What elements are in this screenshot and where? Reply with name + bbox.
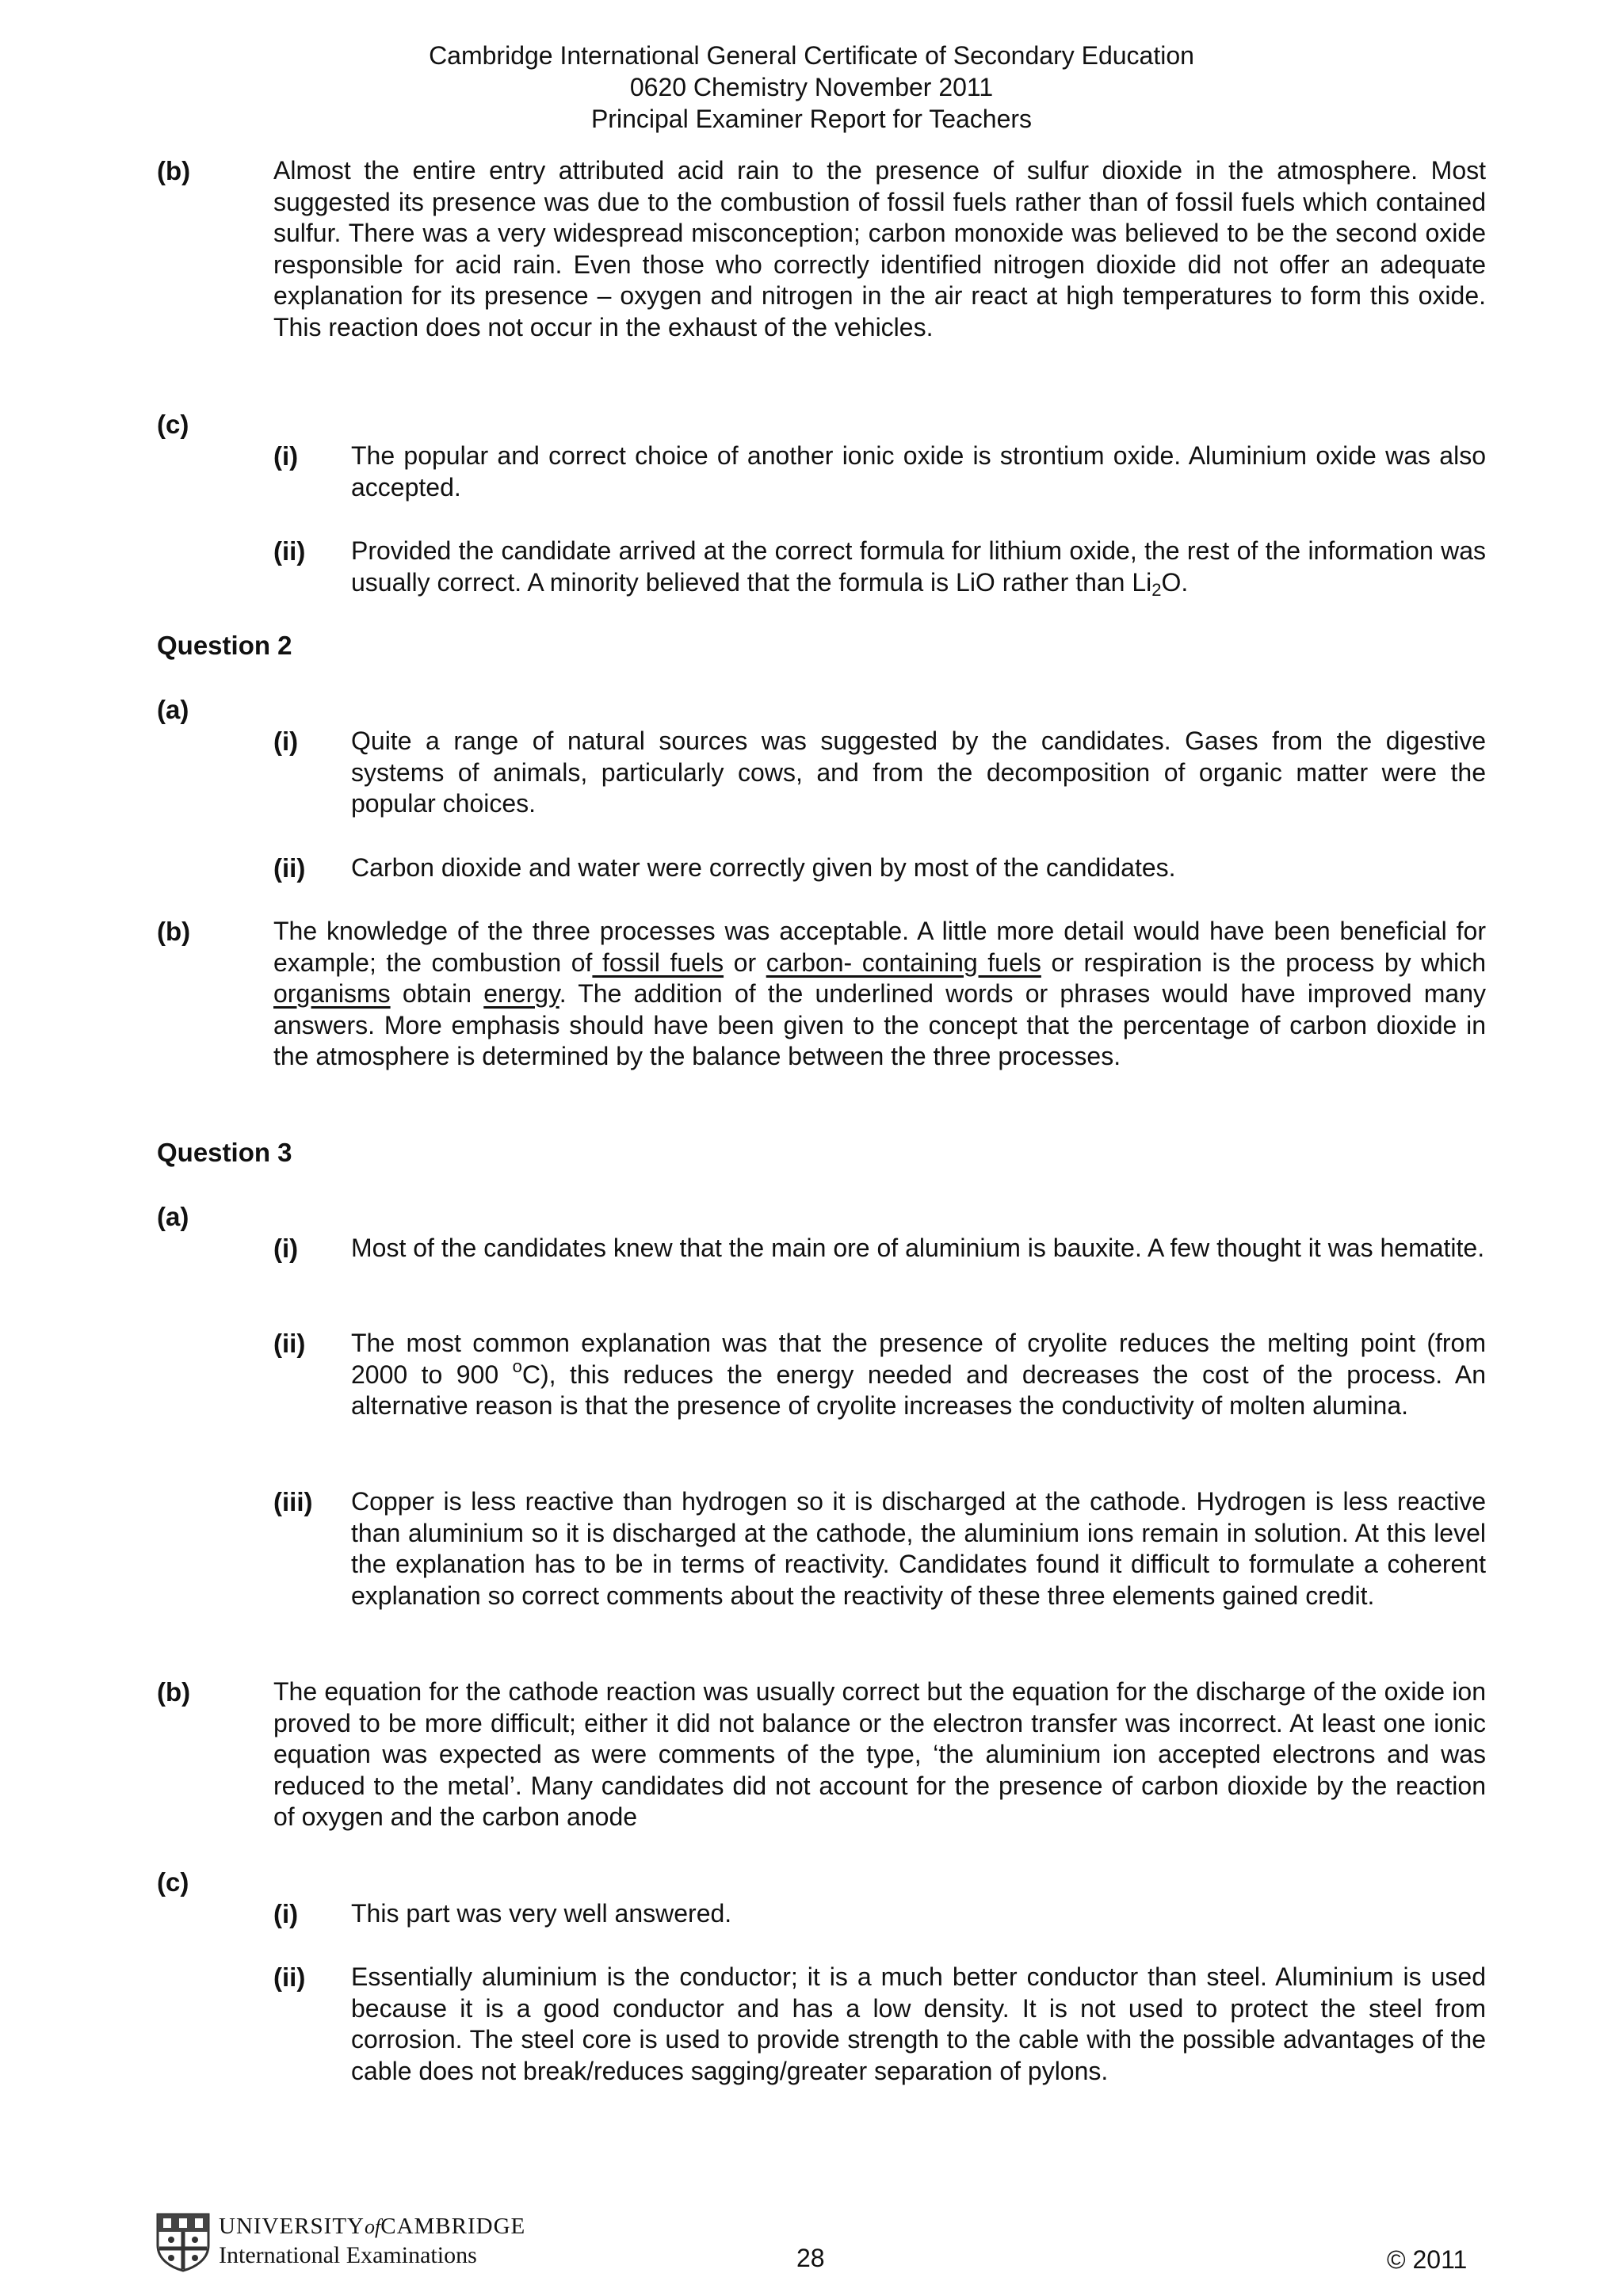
q3-b-text: The equation for the cathode reaction was usually correct but the equation for the discharge of the oxide ion proved to be more difficult; either it did not balance or the electron transfer was incorrect. At least one ionic equation was expected as were comments of the type, ‘the aluminium ion accepted electrons and was reduced to the metal’. Many candidates did not account for the presence of carbon dioxide by the reaction of oxygen and the carbon anode: [273, 1677, 1486, 1831]
q2-a-ii-label: (ii): [273, 853, 306, 883]
page-header: [0, 40, 1623, 135]
question-2-heading: Question 2: [157, 631, 292, 660]
q1-c-label: (c): [157, 410, 189, 439]
q1-b-label: (b): [157, 156, 191, 185]
superscript-degree: o: [512, 1356, 522, 1376]
q1-c-i-label: (i): [273, 441, 299, 471]
q1-c-ii-label: (ii): [273, 536, 306, 566]
q3-a-label: (a): [157, 1202, 189, 1231]
q3-c-i-label: (i): [273, 1899, 299, 1928]
subscript-2: 2: [1151, 579, 1162, 600]
copyright: © 2011: [1387, 2245, 1468, 2274]
q3-c-i-text: This part was very well answered.: [351, 1899, 732, 1928]
q3-c-ii-text: Essentially aluminium is the conductor; it is a much better conductor than steel. Aluminium is used because it is a good conductor and has a low density. It is not used to protect the steel from corrosion. The steel core is used to provide strength to the cable with the possible advantages of the cable does not break/reduces sagging/greater separation of pylons.: [351, 1962, 1486, 2085]
q2-a-label: (a): [157, 695, 189, 724]
q1-c-i-text: The popular and correct choice of another ionic oxide is strontium oxide. Aluminium oxide was also accepted.: [351, 441, 1486, 502]
q1-c-ii-text: Provided the candidate arrived at the correct formula for lithium oxide, the rest of the information was usually correct. A minority believed that the formula is LiO rather than $Li_2O$.: [351, 536, 1486, 600]
q1-b-text: Almost the entire entry attributed acid rain to the presence of sulfur dioxide in the atmosphere. Most suggested its presence was due to the combustion of fossil fuels rather than of fossil fuels which contained sulfur. There was a very widespread misconception; carbon monoxide was believed to be the second oxide responsible for acid rain. Even those who correctly identified nitrogen dioxide did not offer an adequate explanation for its presence – oxygen and nitrogen in the air react at high temperatures to form this oxide. This reaction does not occur in the exhaust of the vehicles.: [273, 156, 1486, 341]
q3-b-label: (b): [157, 1677, 191, 1707]
q3-a-ii-label: (ii): [273, 1329, 306, 1358]
underlined-carbon-fuels: carbon- containing fuels: [766, 948, 1041, 977]
header-line-3: Principal Examiner Report for Teachers: [590, 105, 1033, 133]
underlined-fossil-fuels: fossil fuels: [592, 948, 724, 977]
q2-a-i-text: Quite a range of natural sources was suggested by the candidates. Gases from the digestive systems of animals, particularly cows, and from the decomposition of organic matter were the popular choices.: [351, 727, 1486, 818]
question-3-heading: Question 3: [157, 1138, 292, 1167]
q3-a-iii-label: (iii): [273, 1487, 313, 1516]
q3-a-ii-text: The most common explanation was that the presence of cryolite reduces the melting point (from 2000 to 900 $^o$C), this reduces the energy needed and decreases the cost of the process. An alternative reason is that the presence of cryolite increases the conductivity of molten alumina.: [351, 1329, 1487, 1420]
q3-a-i-label: (i): [273, 1234, 299, 1263]
underlined-energy: energy: [483, 979, 559, 1008]
q3-c-ii-label: (ii): [273, 1962, 306, 1992]
logo-examinations-text: International Examinations: [219, 2242, 477, 2268]
page-number: 28: [796, 2244, 825, 2272]
university-logo: [155, 2210, 536, 2274]
header-line-2: 0620 Chemistry November 2011: [629, 73, 994, 101]
q3-c-label: (c): [157, 1867, 189, 1897]
cambridge-crest-icon: [155, 2212, 211, 2272]
q2-b-text: The knowledge of the three processes was acceptable. A little more detail would have been beneficial for example; the combustion of fossil fuels or carbon- containing fuels or respiration is the process by which organisms obtain energy. The addition of the underlined words or phrases would have improved many answers. More emphasis should have been given to the concept that the percentage of carbon dioxide in the atmosphere is determined by the balance between the three processes.: [273, 917, 1487, 1070]
header-line-1: Cambridge International General Certificate of Secondary Education: [429, 41, 1194, 70]
q2-b-label: (b): [157, 917, 191, 946]
logo-university-text: UNIVERSITYofCAMBRIDGE: [219, 2214, 526, 2239]
underlined-organisms: organisms: [273, 979, 391, 1008]
q3-a-i-text: Most of the candidates knew that the main ore of aluminium is bauxite. A few thought it was hematite.: [351, 1234, 1485, 1262]
q3-a-iii-text: Copper is less reactive than hydrogen so it is discharged at the cathode. Hydrogen is less reactive than aluminium so it is discharged at the cathode, the aluminium ions remain in solution. At this level the explanation has to be in terms of reactivity. Candidates found it difficult to formulate a coherent explanation so correct comments about the reactivity of these three elements gained credit.: [351, 1487, 1486, 1610]
q2-a-ii-text: Carbon dioxide and water were correctly given by most of the candidates.: [351, 853, 1176, 882]
q2-a-i-label: (i): [273, 727, 299, 756]
